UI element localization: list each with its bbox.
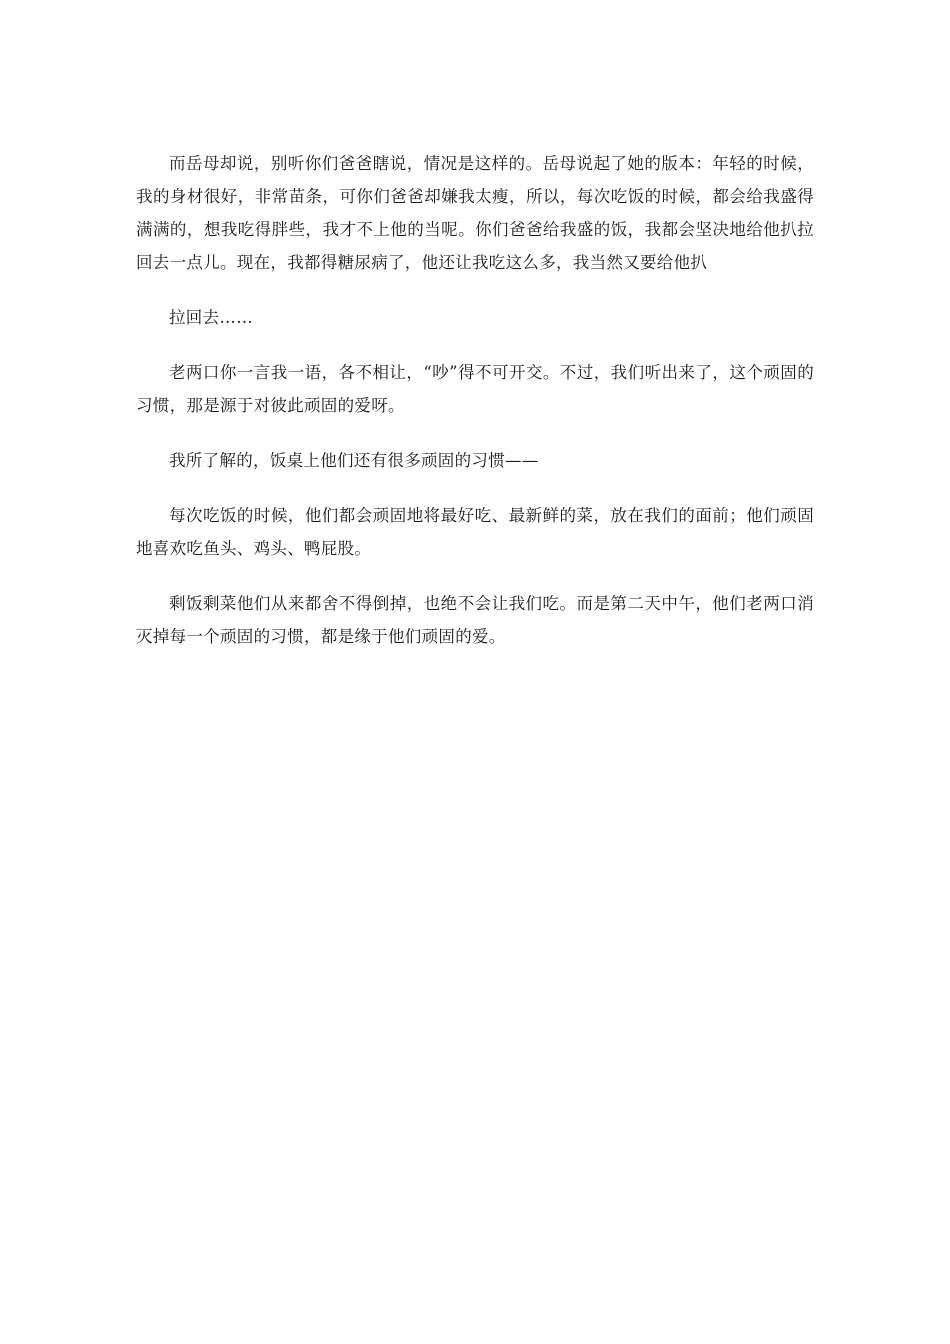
- paragraph-4: 我所了解的，饭桌上他们还有很多顽固的习惯——: [169, 451, 539, 470]
- paragraph-5: 每次吃饭的时候，他们都会顽固地将最好吃、最新鲜的菜，放在我们的面前；他们顽固地喜欢吃鱼头、鸡头、鸭屁股。: [136, 506, 814, 558]
- paragraph-3: 老两口你一言我一语，各不相让，“吵”得不可开交。不过，我们听出来了，这个顽固的习惯，那是源于对彼此顽固的爱呀。: [136, 363, 814, 415]
- paragraph-1: 而岳母却说，别听你们爸爸瞎说，情况是这样的。岳母说起了她的版本：年轻的时候，我的身材很好，非常苗条，可你们爸爸却嫌我太瘦，所以，每次吃饭的时候，都会给我盛得满满的，想我吃得胖些，我才不上他的当呢。你们爸爸给我盛的饭，我都会坚决地给他扒拉回去一点儿。现在，我都得糖尿病了，他还让我吃这么多，我当然又要给他扒: [136, 154, 814, 272]
- paragraph-2: 拉回去……: [169, 308, 253, 327]
- document-page: [136, 147, 814, 675]
- paragraph-6: 剩饭剩菜他们从来都舍不得倒掉，也绝不会让我们吃。而是第二天中午，他们老两口消灭掉每一个顽固的习惯，都是缘于他们顽固的爱。: [136, 594, 814, 646]
